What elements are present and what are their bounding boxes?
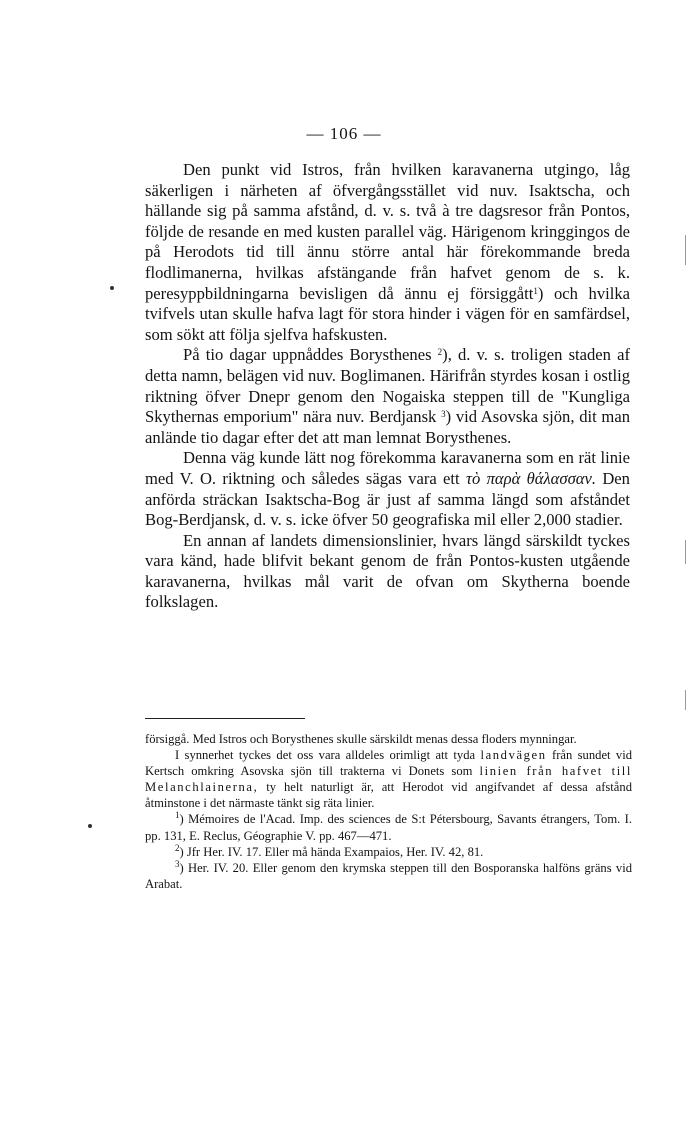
- footnote-ref-3: 3: [441, 409, 446, 420]
- footnote-remark-spaced-1: landvägen: [480, 748, 547, 763]
- footnote-ref-1: 1: [533, 285, 538, 296]
- margin-mark: [110, 286, 114, 290]
- footnote-2: [145, 844, 632, 860]
- greek-phrase: τὸ παρὰ θάλασσαν.: [466, 468, 596, 488]
- footnote-remark: [145, 747, 632, 811]
- footnote-remark-spaced-2: linien från hafvet till Melanchlainerna,: [145, 764, 632, 795]
- footnote-3-marker: 3: [175, 858, 180, 869]
- paragraph-3-text-a: Denna väg kunde lätt nog förekomma karavanerna som en rät linie med V. O. riktning och således sägas vara ett: [145, 448, 630, 488]
- footnote-1: [145, 811, 632, 843]
- footnote-3-text: ) Her. IV. 20. Eller genom den krymska steppen till den Bosporanska halföns gräns vid Arabat.: [145, 860, 632, 891]
- footnote-continuation: försiggå. Med Istros och Borysthenes skulle särskildt menas dessa floders mynningar.: [145, 732, 577, 746]
- paragraph-1-text-a: Den punkt vid Istros, från hvilken karavanerna utgingo, låg säkerligen i närheten af öfvergångsstället vid nuv. Isaktscha, och hällande sig på samma afstånd, d. v. s. två à tre dagsresor från Pontos, följde de resande en med kusten parallel väg. Härigenom kringgingos de på Herodots tid till ännu större antal här förekommande breda flodlimanerna, hvilkas afstängande från hafvet genom de s. k. peresyppbildningarna bevisligen då ännu ej försiggått: [145, 160, 630, 303]
- paragraph-1-text-b: ) och hvilka tvifvels utan skulle hafva lagt för stora hinder i vägen för en samfärdsel, som sökt att följa sjelfva hafskusten.: [145, 283, 630, 344]
- paragraph-1: [145, 160, 630, 345]
- body-text: [145, 160, 630, 613]
- footnote-1-text: ) Mémoires de l'Acad. Imp. des sciences de S:t Pétersbourg, Savants étrangers, Tom. I. pp. 131, E. Reclus, Géographie V. pp. 467—471.: [145, 812, 632, 843]
- footnote-3: [145, 860, 632, 892]
- paragraph-2: [145, 345, 630, 448]
- paragraph-4: En annan af landets dimensionslinier, hvars längd särskildt tyckes vara känd, hade blifvit bekant genom de från Pontos-kusten utgående karavanerna, hvilkas mål varit de ofvan om Skytherna boende folkslagen.: [145, 530, 630, 612]
- footnote-divider: [145, 718, 305, 719]
- paragraph-3: [145, 448, 630, 530]
- footnote-remark-text-b: från sundet vid Kertsch omkring Asovska sjön till trakterna vi Donets som: [145, 748, 632, 779]
- footnote-1-marker: 1: [175, 810, 180, 821]
- margin-mark: [88, 824, 92, 828]
- footnote-remark-text-c: ty helt naturligt är, att Herodot vid angifvandet af dessa afstånd åtminstone i det närmaste tänkt sig räta linier.: [145, 780, 632, 811]
- footnotes: [145, 731, 632, 892]
- scan-edge-mark: [685, 540, 686, 564]
- scan-edge-mark: [685, 235, 686, 265]
- scan-edge-mark: [685, 690, 686, 710]
- footnote-2-marker: 2: [175, 842, 180, 853]
- page-number: — 106 —: [306, 124, 382, 143]
- paragraph-2-text-a: På tio dagar uppnåddes Borysthenes: [183, 345, 432, 365]
- paragraph-2-text-b: ), d. v. s. troligen staden af detta namn, belägen vid nuv. Boglimanen. Härifrån styrdes kosan i ostlig riktning öfver Dnepr genom den Nogaiska steppen till de "Kungliga Skythernas emporium" nära nuv. Berdjansk: [145, 345, 630, 427]
- paragraph-2-text-c: ) vid Asovska sjön, dit man anlände tio dagar efter det att man lemnat Borysthenes.: [145, 407, 630, 447]
- paragraph-3-text-b: Den anförda sträckan Isaktscha-Bog är just af samma längd som afståndet Bog-Berdjansk, d. v. s. icke öfver 50 geografiska mil eller 2,000 stadier.: [145, 468, 630, 530]
- footnote-remark-text-a: I synnerhet tyckes det oss vara alldeles orimligt att tyda: [175, 748, 476, 763]
- footnote-ref-2: 2: [437, 347, 443, 358]
- footnote-2-text: ) Jfr Her. IV. 17. Eller må hända Exampaios, Her. IV. 42, 81.: [179, 844, 484, 859]
